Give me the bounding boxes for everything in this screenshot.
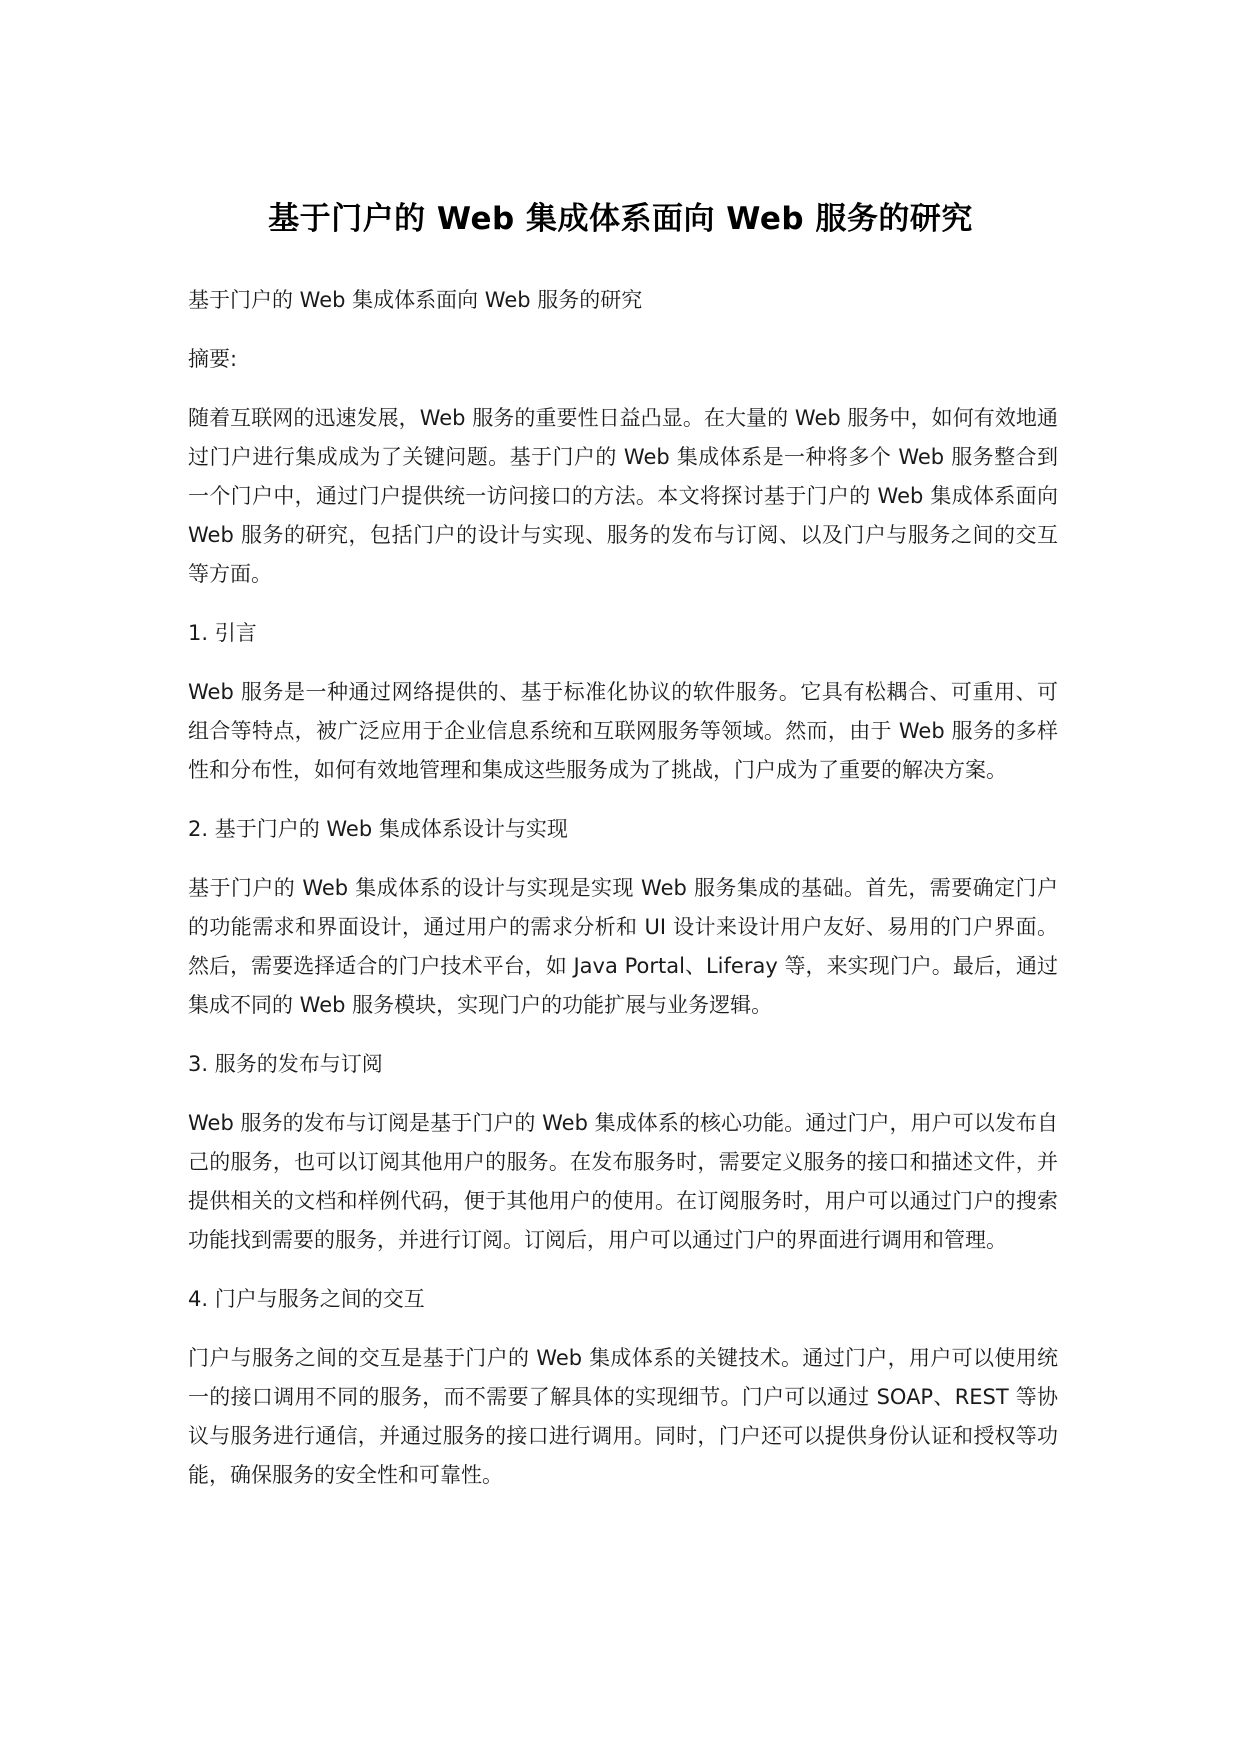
section-body-introduction: Web 服务是一种通过网络提供的、基于标准化协议的软件服务。它具有松耦合、可重用、可组合等特点，被广泛应用于企业信息系统和互联网服务等领域。然而，由于 Web 服务的多样性和分布性，如何有效地管理和集成这些服务成为了挑战，门户成为了重要的解决方案。 [188, 680, 1058, 782]
section-body-design: 基于门户的 Web 集成体系的设计与实现是实现 Web 服务集成的基础。首先，需要确定门户的功能需求和界面设计，通过用户的需求分析和 UI 设计来设计用户友好、易用的门户界面。然后，需要选择适合的门户技术平台，如 Java Portal、Liferay 等，来实现门户。最后，通过集成不同的 Web 服务模块，实现门户的功能扩展与业务逻辑。 [188, 876, 1058, 1017]
section-heading-design: 2. 基于门户的 Web 集成体系设计与实现 [188, 817, 568, 841]
section-heading-introduction: 1. 引言 [188, 621, 257, 645]
section-heading-interaction: 4. 门户与服务之间的交互 [188, 1287, 425, 1311]
abstract-paragraph: 随着互联网的迅速发展，Web 服务的重要性日益凸显。在大量的 Web 服务中，如何有效地通过门户进行集成成为了关键问题。基于门户的 Web 集成体系是一种将多个 Web 服务整合到一个门户中，通过门户提供统一访问接口的方法。本文将探讨基于门户的 Web 集成体系面向 Web 服务的研究，包括门户的设计与实现、服务的发布与订阅、以及门户与服务之间的交互等方面。 [188, 406, 1058, 586]
section-heading-publish-subscribe: 3. 服务的发布与订阅 [188, 1052, 383, 1076]
section-body-publish-subscribe: Web 服务的发布与订阅是基于门户的 Web 集成体系的核心功能。通过门户，用户可以发布自己的服务，也可以订阅其他用户的服务。在发布服务时，需要定义服务的接口和描述文件，并提供相关的文档和样例代码，便于其他用户的使用。在订阅服务时，用户可以通过门户的搜索功能找到需要的服务，并进行订阅。订阅后，用户可以通过门户的界面进行调用和管理。 [188, 1111, 1058, 1252]
section-body-interaction: 门户与服务之间的交互是基于门户的 Web 集成体系的关键技术。通过门户，用户可以使用统一的接口调用不同的服务，而不需要了解具体的实现细节。门户可以通过 SOAP、REST 等协议与服务进行通信，并通过服务的接口进行调用。同时，门户还可以提供身份认证和授权等功能，确保服务的安全性和可靠性。 [188, 1346, 1058, 1487]
page-title: 基于门户的 Web 集成体系面向 Web 服务的研究 [268, 200, 973, 237]
abstract-label: 摘要: [188, 347, 238, 371]
document-body [188, 281, 1058, 1515]
subtitle-paragraph: 基于门户的 Web 集成体系面向 Web 服务的研究 [188, 288, 643, 312]
